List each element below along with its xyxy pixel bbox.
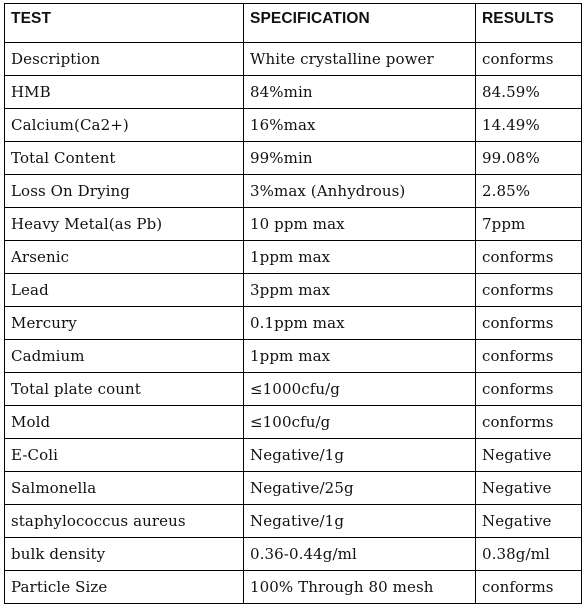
specification-cell: Negative/1g	[244, 439, 476, 472]
specification-cell: 1ppm max	[244, 241, 476, 274]
table-row	[5, 340, 582, 373]
test-cell: Calcium(Ca2+)	[5, 109, 244, 142]
test-cell: Cadmium	[5, 340, 244, 373]
table-row	[5, 76, 582, 109]
result-cell: conforms	[476, 340, 582, 373]
header-results: RESULTS	[476, 4, 582, 43]
table-row	[5, 439, 582, 472]
specification-cell: 3ppm max	[244, 274, 476, 307]
result-cell: conforms	[476, 571, 582, 604]
result-cell: conforms	[476, 274, 582, 307]
specification-cell: ≤1000cfu/g	[244, 373, 476, 406]
table-body	[5, 43, 582, 604]
test-cell: staphylococcus aureus	[5, 505, 244, 538]
result-cell: 7ppm	[476, 208, 582, 241]
result-cell: conforms	[476, 373, 582, 406]
test-cell: HMB	[5, 76, 244, 109]
test-cell: E-Coli	[5, 439, 244, 472]
table-row	[5, 208, 582, 241]
test-cell: Arsenic	[5, 241, 244, 274]
test-cell: Mercury	[5, 307, 244, 340]
test-cell: bulk density	[5, 538, 244, 571]
specification-cell: 1ppm max	[244, 340, 476, 373]
result-cell: conforms	[476, 307, 582, 340]
table-header-row	[5, 4, 582, 43]
result-cell: Negative	[476, 439, 582, 472]
table-row	[5, 505, 582, 538]
test-cell: Total Content	[5, 142, 244, 175]
specification-cell: 16%max	[244, 109, 476, 142]
table-row	[5, 406, 582, 439]
result-cell: Negative	[476, 472, 582, 505]
table-row	[5, 142, 582, 175]
result-cell: 84.59%	[476, 76, 582, 109]
result-cell: Negative	[476, 505, 582, 538]
test-cell: Lead	[5, 274, 244, 307]
header-specification: SPECIFICATION	[244, 4, 476, 43]
test-cell: Description	[5, 43, 244, 76]
specification-cell: 10 ppm max	[244, 208, 476, 241]
test-cell: Particle Size	[5, 571, 244, 604]
test-cell: Mold	[5, 406, 244, 439]
table-row	[5, 538, 582, 571]
specification-cell: 0.36-0.44g/ml	[244, 538, 476, 571]
specification-cell: 100% Through 80 mesh	[244, 571, 476, 604]
result-cell: conforms	[476, 43, 582, 76]
specification-table	[4, 3, 582, 604]
specification-cell: Negative/25g	[244, 472, 476, 505]
specification-cell: 0.1ppm max	[244, 307, 476, 340]
test-cell: Salmonella	[5, 472, 244, 505]
result-cell: conforms	[476, 241, 582, 274]
table-row	[5, 43, 582, 76]
specification-cell: 3%max (Anhydrous)	[244, 175, 476, 208]
table-row	[5, 175, 582, 208]
header-test: TEST	[5, 4, 244, 43]
result-cell: 0.38g/ml	[476, 538, 582, 571]
result-cell: conforms	[476, 406, 582, 439]
table-row	[5, 241, 582, 274]
specification-cell: Negative/1g	[244, 505, 476, 538]
test-cell: Loss On Drying	[5, 175, 244, 208]
specification-cell: 99%min	[244, 142, 476, 175]
specification-cell: White crystalline power	[244, 43, 476, 76]
table-row	[5, 307, 582, 340]
table-row	[5, 373, 582, 406]
result-cell: 2.85%	[476, 175, 582, 208]
table-row	[5, 472, 582, 505]
test-cell: Heavy Metal(as Pb)	[5, 208, 244, 241]
table-row	[5, 109, 582, 142]
test-cell: Total plate count	[5, 373, 244, 406]
table-row	[5, 274, 582, 307]
specification-cell: 84%min	[244, 76, 476, 109]
result-cell: 14.49%	[476, 109, 582, 142]
result-cell: 99.08%	[476, 142, 582, 175]
table-row	[5, 571, 582, 604]
specification-cell: ≤100cfu/g	[244, 406, 476, 439]
